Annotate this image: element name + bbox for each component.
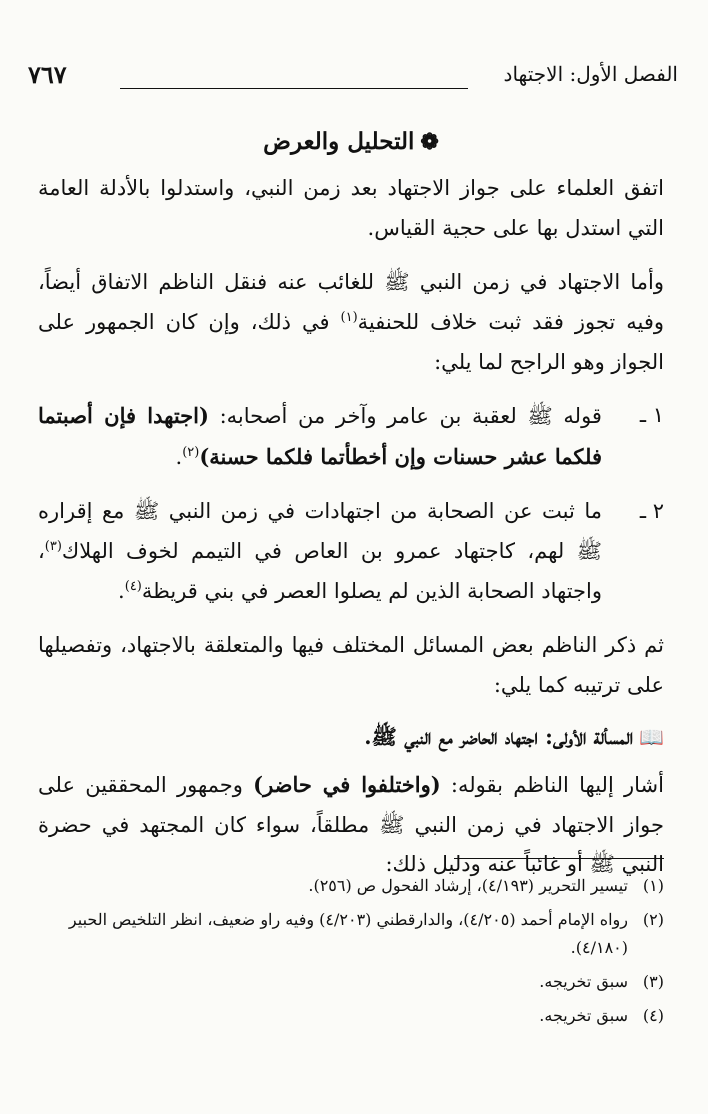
chapter-title: الفصل الأول: الاجتهاد [503, 62, 678, 86]
page-number: ٧٦٧ [28, 60, 67, 89]
footnote-ref[interactable]: (٣) [44, 539, 62, 555]
issue-heading-text: المسألة الأولى: اجتهاد الحاضر مع النبي ﷺ. [364, 723, 634, 749]
verse-quote: (واختلفوا في حاضر) [253, 771, 441, 797]
paragraph: اتفق العلماء على جواز الاجتهاد بعد زمن النبي، واستدلوا بالأدلة العامة التي استدل بها على حجية القياس. [38, 176, 664, 240]
section-heading [38, 128, 664, 155]
footnote-ref[interactable]: (٤) [124, 579, 142, 595]
list-number: ٢ ـ [639, 499, 664, 524]
footnote: (١) تيسير التحرير (٤/١٩٣)، إرشاد الفحول ص (٢٥٦). [308, 876, 664, 895]
footnote-ref[interactable]: (١) [340, 309, 358, 325]
hadith-quote: (اجتهدا فإن أصبتما فلكما عشر حسنات وإن أخطأتما فلكما حسنة) [38, 403, 602, 470]
header-rule [120, 88, 468, 89]
section-heading-text: التحليل والعرض [263, 128, 415, 155]
ornament-icon: ❁ [420, 129, 439, 155]
book-icon: 📖 [639, 724, 664, 749]
footnote: (٢) رواه الإمام أحمد (٤/٢٠٥)، والدارقطني (٤/٢٠٣) وفيه راو ضعيف، انظر التلخيص الحبير (٤/١٨٠). [68, 910, 664, 957]
list-item: ١ ـ قوله ﷺ لعقبة بن عامر وآخر من أصحابه: (اجتهدا فإن أصبتما فلكما عشر حسنات وإن أخطأتما فلكما حسنة)$^{(٢)}$. [38, 396, 664, 478]
paragraph: ثم ذكر الناظم بعض المسائل المختلف فيها والمتعلقة بالاجتهاد، وتفصيلها على ترتيبه كما يلي: [38, 632, 664, 697]
footnote: (٤) سبق تخريجه. [539, 1006, 664, 1025]
list-item: ٢ ـ ما ثبت عن الصحابة من اجتهادات في زمن النبي ﷺ مع إقراره ﷺ لهم، كاجتهاد عمرو بن العاص في التيمم لخوف الهلاك$^{(٣)}$، واجتهاد الصحابة الذين لم يصلوا العصر في بني قريظة$^{(٤)}$. [38, 492, 664, 612]
main-text [38, 110, 664, 899]
running-header [28, 60, 678, 100]
paragraph: أشار إليها الناظم بقوله: (واختلفوا في حاضر) وجمهور المحققين على جواز الاجتهاد في زمن النبي ﷺ مطلقاً، سواء كان المجتهد في حضرة النبي ﷺ أو غائباً عنه ودليل ذلك: [38, 771, 664, 877]
footnote-ref[interactable]: (٢) [182, 445, 200, 461]
footnote-separator [454, 858, 664, 859]
footnotes [38, 872, 664, 1036]
paragraph: وأما الاجتهاد في زمن النبي ﷺ للغائب عنه فنقل الناظم الاتفاق أيضاً، وفيه تجوز فقد ثبت خلاف للحنفية$^{(١)}$ في ذلك، وإن كان الجمهور على الجواز وهو الراجح لما يلي: [38, 269, 664, 374]
list-number: ١ ـ [639, 403, 664, 428]
footnote: (٣) سبق تخريجه. [539, 972, 664, 991]
issue-heading [38, 724, 664, 755]
